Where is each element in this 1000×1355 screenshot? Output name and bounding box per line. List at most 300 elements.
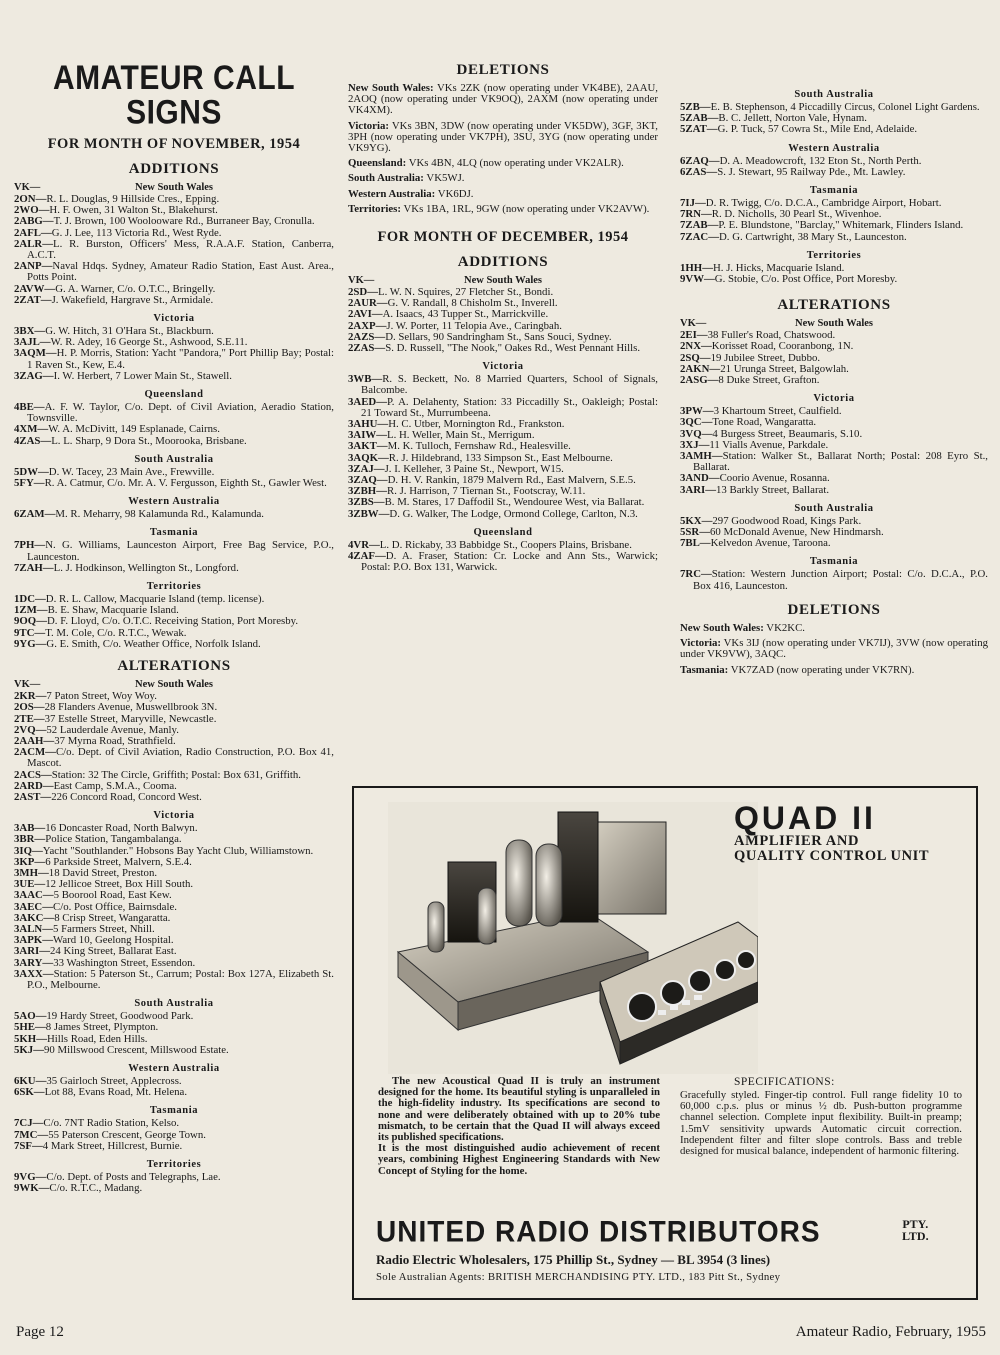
call-sign: 3AQK— (348, 451, 389, 464)
entry-text: P. E. Blundstone, "Barclay," Whitemark, Flinders Island. (718, 219, 964, 232)
entry-text: I. W. Herbert, 7 Lower Main St., Stawell. (53, 369, 233, 382)
call-sign-entry (680, 569, 988, 591)
entry-text: G. Stobie, C/o. Post Office, Port Moresby. (714, 273, 898, 286)
entry-text: S. J. Stewart, 95 Railway Pde., Mt. Lawley. (717, 165, 906, 178)
entry-text: H. P. Morris, Station: Yacht "Pandora," Port Phillip Bay; Postal: 1 Raven St., Kew, E.4. (27, 347, 334, 371)
call-sign: 2SQ— (680, 351, 711, 364)
deletion-text: VK7ZAD (now operating under VK7RN). (728, 663, 915, 676)
call-sign: 7BL— (680, 537, 711, 550)
entry-text: Police Station, Tangambalanga. (45, 833, 182, 846)
deletion-text: VKs 4BN, 4LQ (now operating under VK2ALR). (406, 157, 624, 170)
entry-text: 55 Paterson Crescent, George Town. (48, 1128, 206, 1141)
vk-region-row (14, 679, 334, 691)
call-sign: 3ARY— (14, 956, 54, 969)
entry-text: C/o. Post Office, Bairnsdale. (53, 900, 177, 913)
entry-text: D. H. V. Rankin, 1879 Malvern Rd., East Malvern, S.E.5. (387, 474, 636, 487)
section-heading: ALTERATIONS (117, 658, 231, 675)
call-sign: 9YG— (14, 637, 47, 650)
call-sign-entry (14, 478, 334, 489)
call-sign: 1ZM— (14, 604, 48, 617)
deletion-state: New South Wales: (680, 621, 764, 634)
pty-label: PTY. (902, 1217, 929, 1231)
call-sign-entry (348, 343, 658, 354)
entry-text: 18 David Street, Preston. (48, 866, 158, 879)
deletion-item (348, 173, 658, 184)
call-sign: 3AAC— (14, 889, 54, 902)
right-deletions-list (680, 623, 988, 676)
call-sign: 5KJ— (14, 1043, 44, 1056)
call-sign: 3MH— (14, 866, 49, 879)
region-heading: Tasmania (809, 556, 859, 568)
entry-text: T. M. Cole, C/o. R.T.C., Wewak. (45, 626, 187, 639)
region-heading: South Australia (794, 89, 874, 100)
call-sign-entry (14, 436, 334, 447)
call-sign: 6ZAQ— (680, 154, 720, 167)
region-heading: Territories (806, 249, 862, 261)
ad-description-p1: The new Acoustical Quad II is truly an instrument designed for the home. Its beautiful styling is unparalleled in the high-fidelity industry. Its specifications are second to none and were deliberately obtained with up to 20% tube mismatch, to be certain that the Quad II will always exceed its published specifications. (378, 1075, 660, 1144)
call-sign: 3AXX— (14, 967, 54, 980)
call-sign: 3KP— (14, 855, 46, 868)
region-heading: Victoria (153, 313, 195, 325)
december-subtitle: FOR MONTH OF DECEMBER, 1954 (377, 229, 629, 246)
call-sign: 9OQ— (14, 615, 47, 628)
call-sign: 3ZBS— (348, 496, 385, 509)
vk-prefix: VK— (680, 318, 707, 330)
entry-text: J. W. Porter, 11 Telopia Ave., Caringbah. (386, 319, 562, 332)
entry-text: Station: 32 The Circle, Griffith; Postal: Box 631, Griffith. (51, 768, 302, 781)
call-sign: 2ALR— (14, 237, 53, 250)
distributor-name: UNITED RADIO DISTRIBUTORS (376, 1215, 821, 1248)
entry-text: R. J. Harrison, 7 Tiernan St., Footscray, W.11. (387, 485, 586, 498)
call-sign-entry (14, 261, 334, 283)
month-subtitle: FOR MONTH OF NOVEMBER, 1954 (47, 136, 301, 152)
entry-text: 3 Khartoum Street, Caulfield. (713, 405, 842, 418)
deletion-item (348, 204, 658, 215)
sole-agents: Sole Australian Agents: BRITISH MERCHANDISING PTY. LTD., 183 Pitt St., Sydney (376, 1271, 781, 1283)
entry-text: R. D. Nicholls, 30 Pearl St., Wivenhoe. (711, 208, 882, 221)
call-sign: 1HH— (680, 261, 713, 274)
region-heading: Territories (146, 1159, 202, 1170)
call-sign-entry (680, 485, 988, 496)
call-sign: 7CJ— (14, 1117, 44, 1130)
call-sign: 2AFL— (14, 226, 52, 239)
page-title: AMATEUR CALL SIGNS (52, 59, 296, 132)
entry-text: D. A. Fraser, Station: Cr. Locke and Ann Sts., Warwick; Postal: P.O. Box 131, Warwick. (361, 550, 658, 574)
entry-text: 19 Hardy Street, Goodwood Park. (46, 1010, 194, 1023)
entry-text: R. A. Catmur, C/o. Mr. A. V. Fergusson, Eighth St., Gawler West. (44, 477, 327, 490)
call-sign-entry (348, 397, 658, 419)
entry-text: D. F. Lloyd, C/o. O.T.C. Receiving Station, Port Moresby. (47, 615, 299, 628)
region-heading: Tasmania (149, 1105, 199, 1117)
vk-prefix: VK— (348, 275, 375, 287)
call-sign: 5DW— (14, 465, 49, 478)
region-heading: Western Australia (788, 142, 880, 154)
entry-text: G. W. Hitch, 31 O'Hara St., Blackburn. (45, 325, 214, 338)
call-sign: 5KX— (680, 514, 713, 527)
entry-text: Station: Walker St., Ballarat North; Postal: 208 Eyro St., Ballarat. (693, 450, 988, 474)
call-sign: 3AB— (14, 822, 46, 835)
call-sign: 7RC— (680, 568, 712, 581)
call-sign-entry (680, 167, 988, 178)
call-sign-entry (14, 792, 334, 803)
entry-text: 28 Flanders Avenue, Muswellbrook 3N. (44, 701, 218, 714)
quad-ii-advertisement (352, 786, 978, 1300)
entry-text: 24 King Street, Ballarat East. (50, 945, 177, 958)
vk-region-row (680, 318, 988, 330)
entry-text: 16 Doncaster Road, North Balwyn. (45, 822, 198, 835)
region-heading: Western Australia (128, 496, 220, 508)
call-sign: 3IQ— (14, 844, 43, 857)
entry-text: Tone Road, Wangaratta. (712, 416, 817, 429)
entry-text: G. J. Lee, 113 Victoria Rd., West Ryde. (51, 226, 222, 239)
ad-title: QUAD II (734, 800, 876, 836)
deletion-state: New South Wales: (348, 82, 434, 94)
entry-text: L. R. Burston, Officers' Mess, R.A.A.F. Station, Canberra, A.C.T. (27, 237, 334, 262)
entry-text: 7 Paton Street, Woy Woy. (46, 690, 157, 703)
entry-text: G. P. Tuck, 57 Cowra St., Mile End, Adelaide. (717, 123, 918, 136)
call-sign: 7ZAB— (680, 219, 719, 232)
entry-text: 297 Goodwood Road, Kings Park. (712, 514, 862, 527)
entry-text: A. Isaacs, 43 Tupper St., Marrickville. (382, 308, 549, 321)
call-sign-entry (680, 451, 988, 473)
additions-heading: ADDITIONS (457, 254, 549, 271)
region-heading: South Australia (134, 998, 214, 1010)
call-sign: 2AKN— (680, 362, 721, 375)
call-sign: 3ARI— (14, 945, 50, 958)
ad-description (378, 1076, 660, 1177)
call-sign: 2SD— (348, 286, 378, 299)
call-sign: 5HE— (14, 1021, 46, 1034)
entry-text: Station: Western Junction Airport; Postal: C/o. D.C.A., P.O. Box 416, Launceston. (693, 568, 988, 592)
entry-text: 5 Farmers Street, Nhill. (53, 922, 155, 935)
entry-text: 11 Vialls Avenue, Parkdale. (709, 438, 829, 451)
entry-text: 6 Parkside Street, Malvern, S.E.4. (45, 855, 192, 868)
call-sign: 2ZAS— (348, 342, 386, 355)
entry-text: H. J. Hicks, Macquarie Island. (713, 261, 845, 274)
call-sign: 2VQ— (14, 723, 47, 736)
call-sign-entry (348, 551, 658, 573)
entry-text: A. F. W. Taylor, C/o. Dept. of Civil Aviation, Aeradio Station, Townsville. (27, 401, 334, 425)
region-heading: New South Wales (795, 318, 873, 330)
call-sign: 3AKT— (348, 440, 388, 453)
call-sign: 3AMH— (680, 450, 723, 463)
deletion-state: Western Australia: (348, 187, 436, 200)
entry-text: J. Wakefield, Hargrave St., Armidale. (51, 293, 214, 306)
call-sign: 5ZB— (680, 101, 711, 113)
region-heading: Queensland (144, 389, 204, 401)
call-sign: 2NX— (680, 340, 712, 353)
deletion-text: VK2KC. (763, 621, 805, 634)
right-deletions-heading: DELETIONS (787, 601, 881, 618)
call-sign: 4XM— (14, 423, 49, 436)
call-sign: 2WO— (14, 204, 50, 217)
region-heading: New South Wales (464, 275, 542, 287)
right-alterations (680, 318, 988, 592)
call-sign: 7ZAC— (680, 230, 719, 243)
left-column (14, 59, 334, 1195)
call-sign-entry (680, 274, 988, 285)
call-sign: 2ARD— (14, 779, 54, 792)
call-sign-entry (348, 509, 658, 520)
call-sign: 3UE— (14, 878, 46, 891)
entry-text: G. A. Warner, C/o. O.T.C., Bringelly. (55, 282, 216, 295)
entry-text: B. E. Shaw, Macquarie Island. (47, 604, 179, 617)
entry-text: L. H. Weller, Main St., Merrigum. (387, 429, 535, 442)
entry-text: 8 Duke Street, Grafton. (718, 374, 820, 387)
call-sign: 6ZAS— (680, 165, 718, 178)
call-sign: 7PH— (14, 539, 46, 552)
distributor-address: Radio Electric Wholesalers, 175 Phillip St., Sydney — BL 3954 (3 lines) (376, 1252, 771, 1267)
ad-description-p2: It is the most distinguished audio achievement of recent years, combining Highest Engineering Standards with New Concept of Styling for the home. (378, 1142, 660, 1177)
call-sign-entry (14, 747, 334, 769)
call-sign: 9VW— (680, 273, 715, 286)
call-sign: 2ASG— (680, 374, 719, 387)
call-sign: 6SK— (14, 1086, 45, 1099)
call-sign: 3AED— (348, 395, 387, 408)
entry-text: 5 Boorool Road, East Kew. (53, 889, 172, 902)
publication-issue: Amateur Radio, February, 1955 (795, 1324, 986, 1340)
deletion-item (680, 623, 988, 634)
call-sign: 3AQM— (14, 347, 57, 360)
entry-text: 13 Barkly Street, Ballarat. (716, 483, 830, 496)
call-sign-entry (680, 232, 988, 243)
call-sign: 3XJ— (680, 438, 710, 451)
entry-text: C/o. Dept. of Civil Aviation, Radio Construction, P.O. Box 41, Mascot. (27, 746, 334, 770)
entry-text: Korisset Road, Cooranbong, 1N. (711, 340, 854, 353)
entry-text: C/o. 7NT Radio Station, Kelso. (43, 1117, 180, 1130)
right-additions (680, 89, 988, 285)
call-sign-entry (14, 239, 334, 261)
call-sign: 7ZAH— (14, 561, 54, 574)
amplifier-photo (388, 802, 758, 1074)
call-sign: 9WK— (14, 1182, 50, 1195)
call-sign: 3BX— (14, 325, 46, 338)
entry-text: E. B. Stephenson, 4 Piccadilly Circus, Colonel Light Gardens. (710, 101, 980, 113)
call-sign: 2AZS— (348, 330, 386, 343)
deletions-list (348, 83, 658, 215)
entry-text: Station: 5 Paterson St., Carrum; Postal: Box 127A, Elizabeth St. P.O., Melbourne. (27, 967, 334, 991)
call-sign-entry (14, 402, 334, 424)
call-sign: 2TE— (14, 712, 45, 725)
entry-text: L. W. N. Squires, 27 Fletcher St., Bondi. (378, 286, 554, 299)
call-sign: 3BR— (14, 833, 46, 846)
entry-text: W. R. Adey, 16 George St., Ashwood, S.E.11. (50, 336, 248, 349)
call-sign: 2AVI— (348, 308, 383, 321)
entry-text: 4 Burgess Street, Beaumaris, S.10. (712, 427, 863, 440)
call-sign-entry (14, 295, 334, 306)
page-number: Page 12 (16, 1324, 64, 1340)
entry-text: Kelvedon Avenue, Taroona. (710, 537, 831, 550)
call-sign: 9TC— (14, 626, 46, 639)
region-heading: Victoria (153, 810, 195, 822)
entry-text: D. R. L. Callow, Macquarie Island (temp. license). (45, 593, 265, 606)
entry-text: 33 Washington Street, Essendon. (53, 956, 196, 969)
call-sign: 7MC— (14, 1128, 49, 1141)
entry-text: Coorio Avenue, Rosanna. (719, 472, 830, 485)
call-sign: 2AXP— (348, 319, 387, 332)
entry-text: R. L. Douglas, 9 Hillside Cres., Epping. (46, 193, 220, 205)
call-sign: 5SR— (680, 526, 710, 539)
call-sign: 3WB— (348, 373, 383, 386)
call-sign-entry (14, 969, 334, 991)
deletion-text: VKs 3BN, 3DW (now operating under VK5DW), 3GF, 3KT, 3PH (now operating under VK7PH), 3SU, 3YG (now operating under VK9YG). (348, 119, 658, 155)
entry-text: 90 Millswood Crescent, Millswood Estate. (44, 1043, 229, 1056)
entry-text: Naval Hdqs. Sydney, Amateur Radio Station, East Aust. Area., Potts Point. (27, 260, 334, 284)
call-sign-entry (14, 1045, 334, 1056)
call-sign: 2EI— (680, 329, 708, 342)
call-sign: 3ZAQ— (348, 474, 388, 487)
deletion-item (348, 189, 658, 200)
region-heading: New South Wales (135, 182, 213, 193)
call-sign-entry (680, 538, 988, 549)
call-sign: 5AO— (14, 1010, 47, 1023)
call-sign: 2AAH— (14, 734, 55, 747)
entry-text: 52 Lauderdale Avenue, Manly. (46, 723, 179, 736)
vk-region-row (348, 275, 658, 287)
entry-text: L. D. Rickaby, 33 Babbidge St., Coopers Plains, Brisbane. (379, 538, 632, 551)
deletion-item (348, 158, 658, 169)
entry-text: D. G. Walker, The Lodge, Ormond College, Carlton, N.3. (389, 507, 638, 520)
deletion-text: VKs 1BA, 1RL, 9GW (now operating under VK2AVW). (400, 202, 650, 215)
call-sign: 2OS— (14, 701, 45, 714)
entry-text: H. F. Owen, 31 Walton St., Blakehurst. (49, 204, 218, 217)
entry-text: R. S. Beckett, No. 8 Married Quarters, School of Signals, Balcombe. (361, 373, 658, 397)
region-heading: New South Wales (135, 679, 213, 691)
alterations-heading: ALTERATIONS (777, 297, 891, 314)
entry-text: R. J. Hildebrand, 133 Simpson St., East Melbourne. (388, 451, 613, 464)
deletion-item (680, 638, 988, 660)
ad-subtitle-line-2: QUALITY CONTROL UNIT (734, 848, 930, 864)
entry-text: B. C. Jellett, Norton Vale, Hynam. (718, 112, 867, 125)
entry-text: 4 Mark Street, Hillcrest, Burnie. (42, 1139, 183, 1152)
call-sign: 7SF— (14, 1139, 43, 1152)
call-sign-entry (14, 540, 334, 562)
entry-text: 38 Fuller's Road, Chatswood. (707, 329, 836, 342)
call-sign: 3AND— (680, 472, 720, 485)
call-sign: 2ABG— (14, 215, 54, 228)
vk-prefix: VK— (14, 182, 41, 193)
deletion-item (348, 121, 658, 155)
ad-subtitle (734, 834, 929, 864)
section-heading: ADDITIONS (128, 161, 220, 177)
middle-column (348, 62, 658, 574)
entry-text: 8 Crisp Street, Wangaratta. (54, 911, 171, 924)
call-sign: 5ZAT— (680, 123, 718, 136)
entry-text: 19 Jubilee Street, Dubbo. (710, 351, 821, 364)
region-heading: Victoria (482, 361, 524, 373)
entry-text: 60 McDonald Avenue, New Hindmarsh. (710, 526, 884, 539)
entry-text: N. G. Williams, Launceston Airport, Free Bag Service, P.O., Launceston. (27, 539, 334, 563)
call-sign-entry (680, 124, 988, 135)
call-sign: 6ZAM— (14, 508, 56, 521)
call-sign-entry (680, 375, 988, 386)
entry-text: 226 Concord Road, Concord West. (51, 790, 202, 803)
region-heading: Tasmania (149, 527, 199, 539)
region-heading: Western Australia (128, 1062, 220, 1074)
call-sign: 3ZBW— (348, 507, 390, 520)
entry-text: T. J. Brown, 100 Woolooware Rd., Burraneer Bay, Cronulla. (53, 215, 315, 228)
entry-text: D. R. Twigg, C/o. D.C.A., Cambridge Airport, Hobart. (705, 197, 942, 210)
vk-region-row (14, 182, 334, 194)
call-sign: 3ZAG— (14, 369, 54, 382)
left-sections (14, 161, 334, 1194)
ad-spec-heading: SPECIFICATIONS: (734, 1076, 835, 1088)
entry-text: M. K. Tulloch, Fernshaw Rd., Healesville. (387, 440, 571, 453)
region-heading: Territories (146, 581, 202, 593)
distributor-pty-ltd (902, 1218, 929, 1242)
entry-text: L. L. Sharp, 9 Dora St., Moorooka, Brisbane. (51, 434, 247, 447)
deletion-item (680, 665, 988, 676)
entry-text: D. Sellars, 90 Sandringham St., Sans Souci, Sydney. (385, 330, 612, 343)
deletions-heading: DELETIONS (456, 62, 550, 78)
entry-text: 35 Gairloch Street, Applecross. (46, 1074, 182, 1087)
entry-text: D. W. Tacey, 23 Main Ave., Frewville. (48, 465, 215, 478)
deletion-text: VKs 3IJ (now operating under VK7IJ), 3VW (now operating under VK9VW), 3AQC. (680, 637, 988, 661)
entry-text: C/o. R.T.C., Madang. (49, 1182, 143, 1195)
call-sign: 5ZAB— (680, 112, 719, 125)
call-sign: 3AEC— (14, 900, 53, 913)
call-sign: 2ZAT— (14, 293, 52, 306)
deletion-text: VK6DJ. (435, 187, 474, 200)
call-sign-entry (14, 563, 334, 574)
call-sign-entry (14, 1141, 334, 1152)
call-sign: 2AUR— (348, 297, 388, 310)
call-sign: 3AKC— (14, 911, 55, 924)
call-sign: 4ZAF— (348, 550, 386, 563)
ad-subtitle-line-1: AMPLIFIER AND (734, 833, 860, 849)
call-sign: 2AVW— (14, 282, 56, 295)
deletion-state: Territories: (348, 202, 401, 215)
region-heading: Tasmania (809, 185, 859, 197)
call-sign: 3ZBH— (348, 485, 387, 498)
call-sign: 2ACS— (14, 768, 52, 781)
ltd-label: LTD. (902, 1229, 929, 1243)
call-sign: 3AJL— (14, 336, 51, 349)
region-heading: South Australia (794, 502, 874, 514)
call-sign: 4ZAS— (14, 434, 52, 447)
entry-text: M. R. Meharry, 98 Kalamunda Rd., Kalamunda. (55, 508, 264, 521)
entry-text: J. I. Kelleher, 3 Paine St., Newport, W15. (384, 462, 564, 475)
vk-prefix: VK— (14, 679, 41, 691)
call-sign: 2KR— (14, 690, 47, 703)
call-sign: 2AST— (14, 790, 52, 803)
region-heading: Queensland (473, 526, 533, 538)
entry-text: Lot 88, Evans Road, Mt. Helena. (44, 1086, 188, 1099)
entry-text: G. E. Smith, C/o. Weather Office, Norfolk Island. (46, 637, 261, 650)
call-sign: 3ARI— (680, 483, 716, 496)
call-sign: 3AHU— (348, 418, 389, 431)
call-sign: 3QC— (680, 416, 713, 429)
call-sign: 9VG— (14, 1171, 47, 1183)
entry-text: 12 Jellicoe Street, Box Hill South. (45, 878, 194, 891)
entry-text: Hills Road, Eden Hills. (47, 1032, 148, 1045)
call-sign: 3ALN— (14, 922, 53, 935)
ad-spec-text: Gracefully styled. Finger-tip control. Full range fidelity 10 to 60,000 c.p.s. plus or minus ½ db. Push-button programme channel selection. Complete input flexibility. Built-in preamp; 1.5mV sensitivity upwards Automatic circuit correction. Independent filter and filter slope controls. Bass and treble designed for musical balance, independent of harmonic filtering. (680, 1089, 962, 1158)
call-sign-entry (14, 371, 334, 382)
deletion-state: Tasmania: (680, 663, 729, 676)
call-sign: 3ZAJ— (348, 462, 385, 475)
call-sign: 7RN— (680, 208, 712, 221)
entry-text: L. J. Hodkinson, Wellington St., Longford. (53, 561, 239, 574)
call-sign: 2ACM— (14, 746, 56, 759)
entry-text: W. A. McDivitt, 149 Esplanade, Cairns. (48, 423, 220, 436)
entry-text: C/o. Dept. of Posts and Telegraphs, Lae. (46, 1171, 221, 1183)
entry-text: 8 James Street, Plympton. (45, 1021, 159, 1034)
entry-text: Yacht "Southlander." Hobsons Bay Yacht Club, Williamstown. (42, 844, 314, 857)
region-heading: Victoria (813, 393, 855, 405)
call-sign: 3PW— (680, 405, 714, 418)
entry-text: Ward 10, Geelong Hospital. (53, 934, 174, 947)
